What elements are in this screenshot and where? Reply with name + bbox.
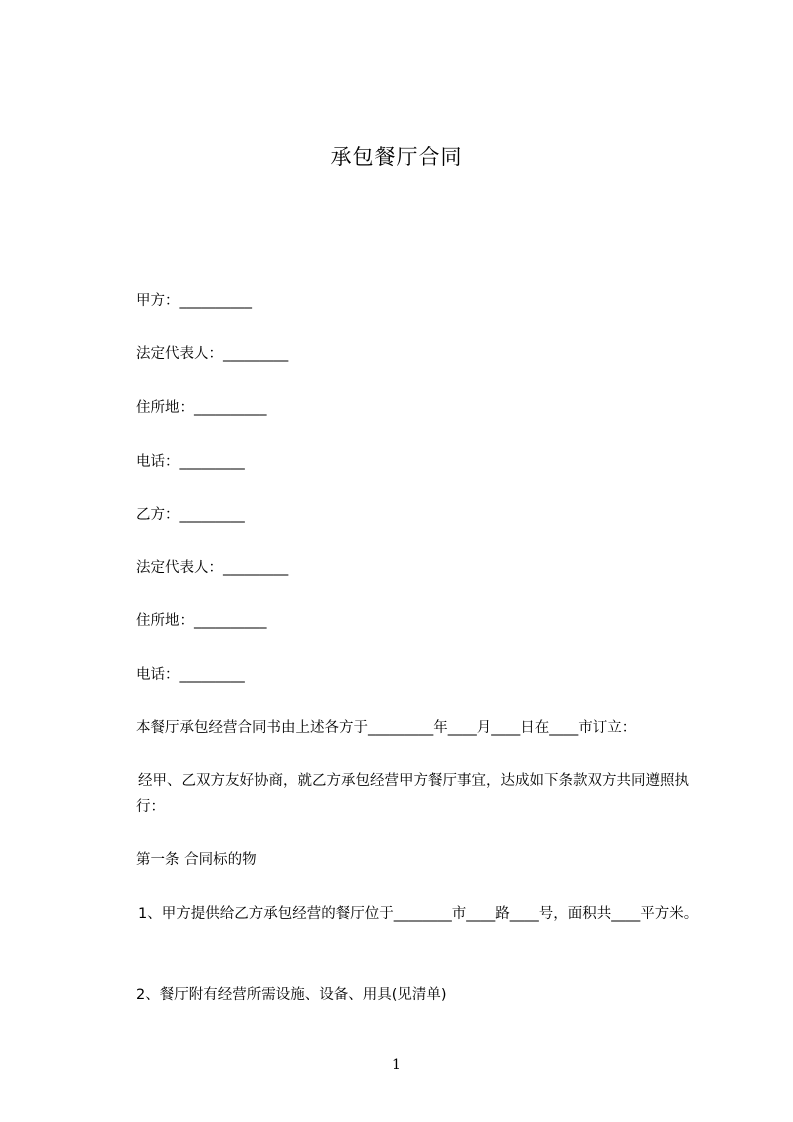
clause-1-paragraph: 1、甲方提供给乙方承包经营的餐厅位于________市____路____号，面积共____平方米。 [138, 906, 699, 922]
party-b-phone-line: 电话：_________ [136, 667, 245, 683]
party-a-name-line: 甲方：__________ [136, 293, 252, 309]
party-b-name-line: 乙方：_________ [136, 507, 245, 523]
page-number: 1 [392, 1057, 401, 1073]
party-b-representative-line: 法定代表人：_________ [136, 560, 289, 576]
clause-2-line: 2、餐厅附有经营所需设施、设备、用具(见清单) [136, 987, 447, 1003]
party-a-phone-line: 电话：_________ [136, 454, 245, 470]
contract-intro-line: 本餐厅承包经营合同书由上述各方于_________年____月____日在____市订立： [136, 720, 637, 736]
party-b-address-line: 住所地：__________ [136, 613, 267, 629]
party-a-address-line: 住所地：__________ [136, 400, 267, 416]
agreement-paragraph: 经甲、乙双方友好协商，就乙方承包经营甲方餐厅事宜，达成如下条款双方共同遵照执行： [136, 773, 689, 815]
document-title: 承包餐厅合同 [330, 145, 463, 169]
article-1-heading: 第一条 合同标的物 [136, 852, 257, 868]
party-a-representative-line: 法定代表人：_________ [136, 346, 289, 362]
